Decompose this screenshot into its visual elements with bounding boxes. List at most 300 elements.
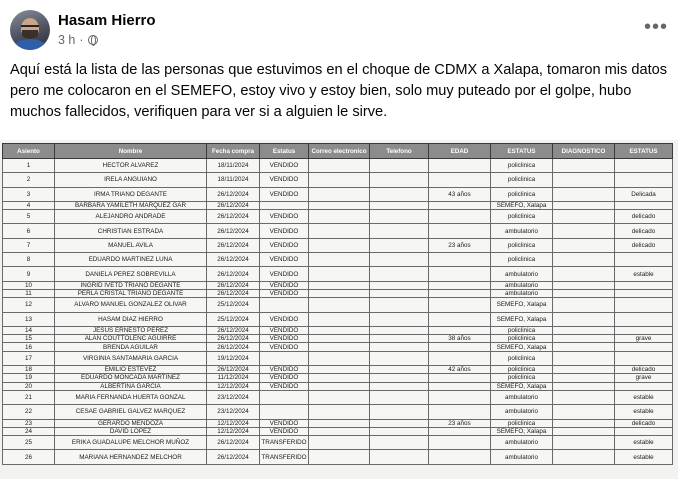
table-cell: 7 [3,238,55,252]
table-cell [370,238,429,252]
table-cell: 26/12/2024 [207,224,260,238]
table-cell [309,374,370,382]
table-cell [553,289,615,297]
table-cell [370,224,429,238]
table-cell: ALVARO MANUEL GONZALEZ OLIVAR [55,298,207,312]
table-cell [260,298,309,312]
table-cell [429,374,491,382]
table-cell [429,224,491,238]
table-cell: policlinica [491,335,553,343]
table-row [3,312,673,326]
table-cell: 38 años [429,335,491,343]
table-row [3,210,673,224]
table-cell: 43 años [429,187,491,201]
table-row [3,390,673,404]
table-cell: VENDIDO [260,159,309,173]
table-cell: delicado [615,419,673,427]
table-cell: 20 [3,382,55,390]
table-cell [429,267,491,281]
table-cell [370,326,429,334]
table-cell: SEMEFO, Xalapa [491,343,553,351]
table-cell [370,312,429,326]
table-cell: 12/12/2024 [207,419,260,427]
table-cell: ALBERTINA GARCIA [55,382,207,390]
table-cell: BRENDA AGUILAR [55,343,207,351]
column-header: Estatus [260,144,309,159]
table-cell [309,253,370,267]
table-cell [309,419,370,427]
table-cell: 23 años [429,238,491,252]
table-cell [370,201,429,209]
table-cell: 21 [3,390,55,404]
table-cell: ambulatorio [491,224,553,238]
table-cell: DANIELA PEREZ SOBREVILLA [55,267,207,281]
attached-image[interactable] [0,140,678,479]
table-cell: policlinica [491,326,553,334]
column-header: Nombre [55,144,207,159]
table-cell: policlinica [491,374,553,382]
table-cell [370,253,429,267]
table-cell [309,366,370,374]
table-cell: policlinica [491,419,553,427]
table-cell [553,253,615,267]
table-cell [615,312,673,326]
table-cell [309,436,370,450]
table-cell [309,405,370,419]
table-cell: 26/12/2024 [207,289,260,297]
table-cell [370,390,429,404]
table-cell: 8 [3,253,55,267]
table-cell: 18/11/2024 [207,159,260,173]
table-cell: GERARDO MENDOZA [55,419,207,427]
table-cell [615,281,673,289]
table-row [3,224,673,238]
table-cell [370,187,429,201]
table-cell: policlinica [491,210,553,224]
table-cell [429,382,491,390]
table-cell: VENDIDO [260,173,309,187]
table-cell: VENDIDO [260,187,309,201]
table-cell: VENDIDO [260,312,309,326]
table-cell [370,298,429,312]
table-cell: VENDIDO [260,289,309,297]
table-cell [309,173,370,187]
table-cell: 6 [3,224,55,238]
table-cell [553,335,615,343]
column-header: ESTATUS [491,144,553,159]
table-row [3,351,673,365]
table-cell [370,427,429,435]
table-cell [309,159,370,173]
table-cell: ambulatorio [491,289,553,297]
table-cell [429,281,491,289]
table-cell: delicado [615,224,673,238]
table-cell: VENDIDO [260,335,309,343]
table-cell [553,210,615,224]
table-cell: VENDIDO [260,326,309,334]
table-cell [615,326,673,334]
table-cell: 9 [3,267,55,281]
table-cell [553,374,615,382]
table-cell [309,382,370,390]
table-cell: policlinica [491,159,553,173]
avatar[interactable] [10,10,50,50]
table-cell: SEMEFO, Xalapa [491,312,553,326]
post-meta [58,33,98,47]
table-cell [370,210,429,224]
table-cell: VENDIDO [260,419,309,427]
table-cell: EDUARDO MONCADA MARTINEZ [55,374,207,382]
table-cell: 24 [3,427,55,435]
table-cell [429,210,491,224]
table-row [3,343,673,351]
table-cell: 11 [3,289,55,297]
table-cell: 10 [3,281,55,289]
table-cell: 26/12/2024 [207,253,260,267]
table-cell: IRELA ANGUIANO [55,173,207,187]
table-row [3,187,673,201]
table-cell [429,289,491,297]
table-cell: VENDIDO [260,366,309,374]
table-cell: 13 [3,312,55,326]
table-cell: 1 [3,159,55,173]
table-cell [615,298,673,312]
table-row [3,427,673,435]
table-cell: delicado [615,210,673,224]
table-row [3,281,673,289]
table-row [3,405,673,419]
table-cell [553,187,615,201]
table-cell: MARIANA HERNANDEZ MELCHOR [55,450,207,464]
table-cell: PERLA CRISTAL TRIANO DEGANTE [55,289,207,297]
column-header: DIAGNOSTICO [553,144,615,159]
table-cell: VENDIDO [260,267,309,281]
table-cell: 23/12/2024 [207,390,260,404]
table-cell: VIRGINIA SANTAMARIA GARCIA [55,351,207,365]
table-cell: 26/12/2024 [207,326,260,334]
table-cell [309,281,370,289]
table-cell [615,382,673,390]
table-cell: 26/12/2024 [207,210,260,224]
table-row [3,436,673,450]
table-cell [553,343,615,351]
table-cell: 42 años [429,366,491,374]
table-cell: 23 [3,419,55,427]
table-cell [370,335,429,343]
table-cell: EMILIO ESTEVEZ [55,366,207,374]
table-header-row [3,144,673,159]
column-header: Asiento [3,144,55,159]
table-cell [429,351,491,365]
table-cell [429,298,491,312]
table-cell [370,289,429,297]
table-row [3,201,673,209]
table-row [3,298,673,312]
table-cell: 12/12/2024 [207,382,260,390]
table-cell: 22 [3,405,55,419]
table-cell [553,351,615,365]
table-cell: 23 años [429,419,491,427]
table-cell [553,366,615,374]
table-cell: TRANSFERIDO [260,436,309,450]
table-cell: TRANSFERIDO [260,450,309,464]
table-cell: VENDIDO [260,374,309,382]
table-cell [615,427,673,435]
table-cell [553,173,615,187]
table-cell [553,224,615,238]
table-cell [429,450,491,464]
table-cell [370,419,429,427]
table-cell [309,289,370,297]
table-cell [309,187,370,201]
table-cell: policlinica [491,173,553,187]
table-cell: estable [615,390,673,404]
post-time[interactable]: 3 h [58,33,76,47]
table-cell [429,253,491,267]
table-cell: ambulatorio [491,281,553,289]
table-cell: MANUEL AVILA [55,238,207,252]
column-header: Telefono [370,144,429,159]
table-cell: policlinica [491,238,553,252]
table-cell [260,390,309,404]
table-cell [553,419,615,427]
table-cell: grave [615,374,673,382]
table-cell: ALEJANDRO ANDRADE [55,210,207,224]
table-row [3,253,673,267]
table-cell [309,343,370,351]
table-cell [429,436,491,450]
table-cell [615,351,673,365]
table-cell: 14 [3,326,55,334]
table-cell [309,450,370,464]
column-header: Correo electronico [309,144,370,159]
table-cell: EDUARDO MARTINEZ LUNA [55,253,207,267]
author-name[interactable]: Hasam Hierro [58,12,156,29]
table-cell: 25 [3,436,55,450]
table-cell [260,405,309,419]
table-cell [260,351,309,365]
table-cell: 19/12/2024 [207,351,260,365]
table-cell [370,450,429,464]
table-cell [553,298,615,312]
table-row [3,173,673,187]
table-cell: estable [615,436,673,450]
table-cell: 26/12/2024 [207,267,260,281]
table-cell [615,173,673,187]
table-cell: INGRID IVETD TRIANO DEGANTE [55,281,207,289]
table-cell: 26/12/2024 [207,366,260,374]
table-cell: VENDIDO [260,238,309,252]
table-cell [370,267,429,281]
table-cell [553,436,615,450]
table-cell: ambulatorio [491,390,553,404]
table-cell: IRMA TRIANO DEGANTE [55,187,207,201]
table-cell [553,312,615,326]
table-cell: VENDIDO [260,224,309,238]
table-cell [615,289,673,297]
table-cell: policlinica [491,187,553,201]
table-cell: CESAE GABRIEL GALVEZ MARQUEZ [55,405,207,419]
column-header: Fecha compra [207,144,260,159]
table-cell: HECTOR ALVAREZ [55,159,207,173]
table-cell: HASAM DIAZ HIERRO [55,312,207,326]
table-cell: 26/12/2024 [207,335,260,343]
table-cell [429,173,491,187]
table-cell: SEMEFO, Xalapa [491,427,553,435]
table-cell: 26/12/2024 [207,238,260,252]
table-cell [309,267,370,281]
table-cell [429,427,491,435]
table-cell [429,326,491,334]
table-cell [309,427,370,435]
table-cell [615,343,673,351]
table-cell: Delicada [615,187,673,201]
table-cell [309,201,370,209]
table-cell [615,201,673,209]
table-cell [370,366,429,374]
column-header: EDAD [429,144,491,159]
table-cell: VENDIDO [260,427,309,435]
table-cell: delicado [615,238,673,252]
table-cell [309,238,370,252]
table-row [3,366,673,374]
table-cell [553,238,615,252]
table-row [3,419,673,427]
table-cell: 16 [3,343,55,351]
table-cell [370,405,429,419]
table-cell [309,390,370,404]
table-cell: 25/12/2024 [207,312,260,326]
table-cell [309,298,370,312]
table-cell: VENDIDO [260,281,309,289]
table-cell: 26/12/2024 [207,343,260,351]
table-cell: 26/12/2024 [207,450,260,464]
table-cell: policlinica [491,351,553,365]
table-cell: 26/12/2024 [207,201,260,209]
table-cell [370,173,429,187]
table-cell [370,281,429,289]
table-cell: 11/12/2024 [207,374,260,382]
table-cell [429,390,491,404]
table-cell: 17 [3,351,55,365]
table-cell [553,159,615,173]
table-cell [260,201,309,209]
table-cell [370,351,429,365]
table-cell: CHRISTIAN ESTRADA [55,224,207,238]
post-text: Aquí está la lista de las personas que estuvimos en el choque de CDMX a Xalapa, tomaron mis datos pero me colocaron en el SEMEFO, estoy vivo y estoy bien, solo muy puteado por el golpe, hubo muchos fallecidos, verifiquen para ver si a alguien le sirve. [10,62,668,120]
table-row [3,374,673,382]
table-cell: SEMEFO, Xalapa [491,201,553,209]
table-cell: policlinica [491,253,553,267]
table-cell [553,405,615,419]
table-cell: 26/12/2024 [207,187,260,201]
table-cell [429,343,491,351]
table-row [3,382,673,390]
table-cell [615,159,673,173]
table-cell [309,312,370,326]
table-cell: BARBARA YAMILETH MARQUEZ GAR [55,201,207,209]
table-cell [309,224,370,238]
table-cell: ERIKA GUADALUPE MELCHOR MUÑOZ [55,436,207,450]
table-cell: ambulatorio [491,436,553,450]
globe-icon [88,35,98,45]
table-cell: 18 [3,366,55,374]
table-cell: 15 [3,335,55,343]
table-cell [370,159,429,173]
table-row [3,267,673,281]
table-cell: 5 [3,210,55,224]
table-cell [553,326,615,334]
table-cell: 12/12/2024 [207,427,260,435]
table-cell: policlinica [491,366,553,374]
table-cell: 19 [3,374,55,382]
table-cell: 4 [3,201,55,209]
table-cell: grave [615,335,673,343]
table-cell: ambulatorio [491,405,553,419]
table-cell: JESUS ERNESTO PEREZ [55,326,207,334]
table-cell [309,335,370,343]
table-cell: 25/12/2024 [207,298,260,312]
table-cell [615,253,673,267]
table-cell [370,436,429,450]
column-header: ESTATUS [615,144,673,159]
table-cell [429,201,491,209]
table-cell: 18/11/2024 [207,173,260,187]
table-cell [309,326,370,334]
table-cell: SEMEFO, Xalapa [491,298,553,312]
table-cell: 26/12/2024 [207,436,260,450]
table-cell [553,390,615,404]
more-options-icon[interactable]: ••• [643,16,668,38]
table-cell: VENDIDO [260,343,309,351]
table-cell [553,382,615,390]
table-cell: ALAN COUTTOLENC AGUIRRE [55,335,207,343]
table-cell: SEMEFO, Xalapa [491,382,553,390]
table-cell: estable [615,267,673,281]
table-row [3,238,673,252]
table-cell: VENDIDO [260,253,309,267]
table-cell: 12 [3,298,55,312]
table-cell [370,382,429,390]
table-cell: estable [615,450,673,464]
table-cell [309,210,370,224]
table-row [3,159,673,173]
table-cell: estable [615,405,673,419]
post-header [10,10,668,52]
table-row [3,335,673,343]
table-cell: 26 [3,450,55,464]
table-cell [553,450,615,464]
table-cell: 2 [3,173,55,187]
table-row [3,326,673,334]
table-cell [309,351,370,365]
table-cell [370,343,429,351]
table-cell: ambulatorio [491,267,553,281]
table-row [3,289,673,297]
table-cell [429,312,491,326]
table-cell [429,159,491,173]
table-cell: VENDIDO [260,210,309,224]
meta-separator: · [79,33,84,47]
table-cell [370,374,429,382]
table-cell: 26/12/2024 [207,281,260,289]
table-cell [553,427,615,435]
table-cell: 23/12/2024 [207,405,260,419]
table-cell [429,405,491,419]
table-cell: ambulatorio [491,450,553,464]
table-row [3,450,673,464]
table-cell: 3 [3,187,55,201]
